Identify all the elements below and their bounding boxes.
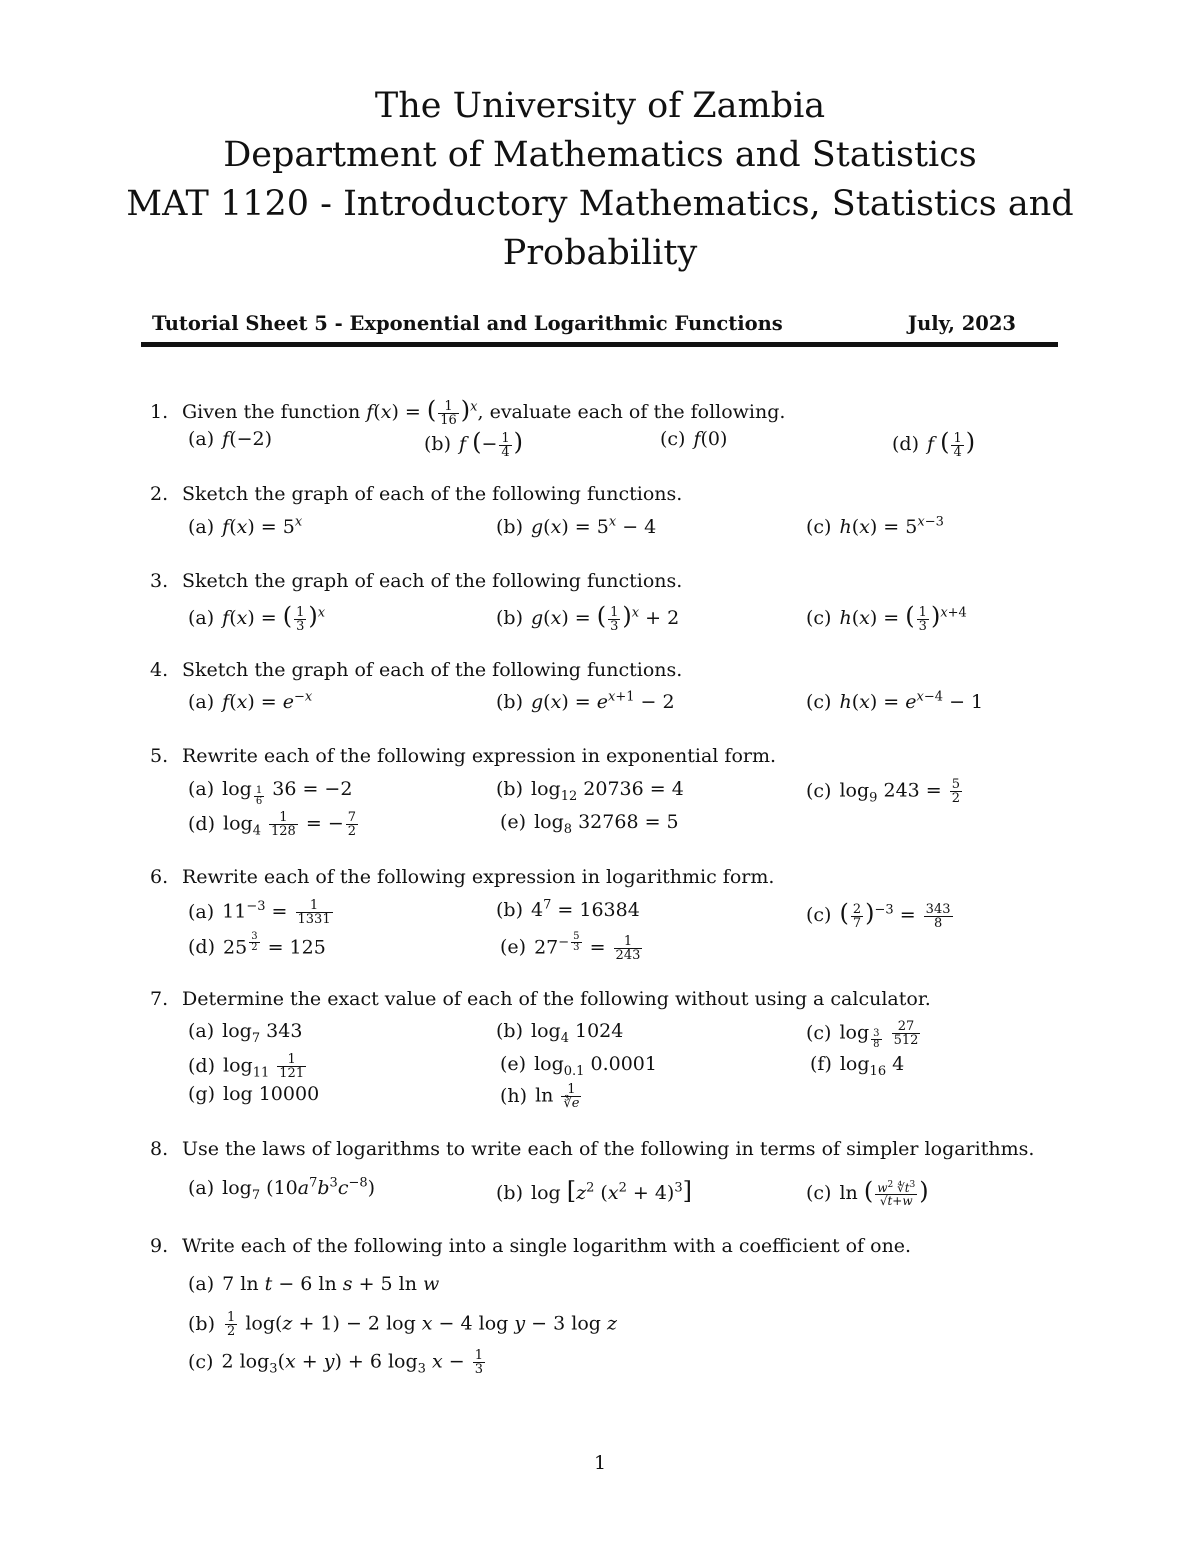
question-stem: 1. Given the function f(x) = ( $\frac{1}{16}$ )$^x$, evaluate each of the following. — [150, 396, 786, 428]
stem-text: Use the laws of logarithms to write each of the following in terms of simpler logarithms. — [182, 1138, 1035, 1160]
question-stem — [150, 1235, 911, 1257]
stem-text: Given the function — [182, 401, 361, 423]
department-name: Department of Mathematics and Statistics — [223, 135, 977, 175]
question-part-a-row — [150, 1273, 1070, 1303]
question-number: 3. — [150, 570, 169, 592]
part-b: (b) f (− $\frac{1}{4}$ ) — [424, 428, 524, 460]
stem-text: Rewrite each of the following expression in exponential form. — [182, 745, 777, 767]
part-c: (c) $\log_9 243$ = $\frac{5}{2}$ — [806, 777, 961, 806]
question-number: 6. — [150, 866, 169, 888]
part-c: (c) $h(x) = 5^{x-3}$ — [806, 514, 944, 538]
question-part-c-row — [150, 1349, 1070, 1379]
question-stem — [150, 866, 774, 888]
sheet-subheading — [152, 312, 1016, 340]
question-number: 8. — [150, 1138, 169, 1160]
part-c: (c) 2 $\log_3(x + y) + 6$ $\log_3 x$ − $\frac{1}{3}$ — [188, 1348, 483, 1377]
part-b: (b) $g(x) = e^{x+1} - 2$ — [496, 689, 675, 713]
part-c: (c) $h(x) = e^{x-4} - 1$ — [806, 689, 984, 713]
part-a: (a) f(−2) — [188, 428, 273, 450]
part-a: (a) $\log_7 343$ — [188, 1020, 303, 1046]
part-b: (b) $4^7 = 16384$ — [496, 897, 640, 921]
part-a: (a) $\log_7 (10a^7b^3c^{-8})$ — [188, 1175, 376, 1203]
part-c: (c) ln ( $\frac{w^2 ∜t^3}{√t+w}$ ) — [806, 1177, 929, 1208]
part-f: (f) $\log_{16} 4$ — [810, 1053, 905, 1079]
part-c: (c) log $_{\frac{3}{8}}$ $\frac{27}{512}$ — [806, 1019, 919, 1051]
stem-text: Determine the exact value of each of the following without using a calculator. — [182, 988, 931, 1010]
part-a: (a) 7 ln t − 6 ln s + 5 ln w — [188, 1273, 440, 1295]
question-stem — [150, 659, 682, 681]
part-b: (b) $\log_4 1024$ — [496, 1020, 624, 1046]
part-d: (d) $\log_{11}$ $\frac{1}{121}$ — [188, 1052, 305, 1081]
part-a: (a) $11^{-3}$ = $\frac{1}{1331}$ — [188, 898, 331, 927]
part-d: (d) 25 $^{\frac{3}{2}}$ = 125 — [188, 931, 326, 959]
part-b: (b) g(x) = ( $\frac{1}{3}$ )$^x$ + 2 — [496, 602, 680, 634]
page-number: 1 — [593, 1452, 607, 1474]
question-stem — [150, 988, 931, 1010]
part-a: (a) $f(x) = 5^x$ — [188, 514, 303, 538]
stem-text: Sketch the graph of each of the following functions. — [182, 483, 683, 505]
question-parts-row-3 — [150, 1083, 1070, 1113]
question-number: 5. — [150, 745, 169, 767]
part-b: (b) $\log [z^2$ $(x^2 + 4)^3$] — [496, 1177, 692, 1205]
part-a: (a) $f(x) = e^{-x}$ — [188, 689, 313, 713]
question-parts — [150, 1020, 1070, 1050]
question-parts — [150, 602, 1070, 632]
part-d: (d) $\log_4$ $\frac{1}{128}$ = − $\frac{7}{2}$ — [188, 810, 357, 839]
function-expression: f — [366, 401, 374, 423]
stem-text: Write each of the following into a single logarithm with a coefficient of one. — [182, 1235, 912, 1257]
question-number: 1. — [150, 401, 169, 423]
question-parts — [150, 516, 1070, 546]
part-a: (a) log $_{\frac{1}{6}}$ 36 = −2 — [188, 778, 353, 807]
part-e: (e) $\log_{0.1} 0.0001$ — [500, 1053, 657, 1079]
part-e: (e) $27^{- \frac{5}{3}}$ = $\frac{1}{243}$ — [500, 931, 641, 963]
question-number: 4. — [150, 659, 169, 681]
question-parts — [150, 899, 1070, 929]
header-rule — [141, 342, 1058, 347]
question-parts — [150, 778, 1070, 808]
part-c: (c) ( $\frac{2}{7}$ )$^{-3}$ = $\frac{343}{8}$ — [806, 899, 951, 931]
part-c: (c) h(x) = ( $\frac{1}{3}$ )$^{x+4}$ — [806, 602, 967, 634]
part-h: (h) ln $\frac{1}{∛e}$ — [500, 1082, 580, 1111]
part-a: (a) f(x) = ( $\frac{1}{3}$ )$^x$ — [188, 602, 326, 634]
stem-text-end: , evaluate each of the following. — [477, 401, 786, 423]
question-part-b-row — [150, 1311, 1070, 1341]
part-e: (e) $\log_8 32768 = 5$ — [500, 811, 679, 837]
question-parts-row-2 — [150, 1053, 1070, 1083]
part-d: (d) f ( $\frac{1}{4}$ ) — [892, 428, 976, 460]
part-b: (b) $\frac{1}{2}$ log(z + 1) − 2 log x − 4 log y − 3 log z — [188, 1310, 617, 1339]
question-parts — [150, 1177, 1070, 1207]
question-stem — [150, 1138, 1034, 1160]
sheet-title: Tutorial Sheet 5 - Exponential and Logarithmic Functions — [152, 312, 783, 335]
question-parts — [150, 691, 1070, 721]
question-number: 9. — [150, 1235, 169, 1257]
course-title: MAT 1120 - Introductory Mathematics, Statistics and — [126, 184, 1074, 224]
question-stem — [150, 570, 682, 592]
question-stem — [150, 483, 682, 505]
question-parts — [150, 428, 1070, 458]
question-stem — [150, 745, 776, 767]
stem-text: Rewrite each of the following expression in logarithmic form. — [182, 866, 775, 888]
question-parts-row-2 — [150, 932, 1070, 962]
question-parts-row-2 — [150, 811, 1070, 841]
document-header — [0, 82, 1200, 278]
question-number: 7. — [150, 988, 169, 1010]
question-number: 2. — [150, 483, 169, 505]
part-b: (b) $g(x) = 5^x - 4$ — [496, 514, 657, 538]
stem-text: Sketch the graph of each of the following functions. — [182, 570, 683, 592]
course-title-continued: Probability — [502, 233, 698, 273]
part-g: (g) log 10000 — [188, 1083, 320, 1105]
university-name: The University of Zambia — [374, 86, 826, 126]
part-b: (b) $\log_{12} 20736 = 4$ — [496, 778, 684, 804]
stem-text: Sketch the graph of each of the following functions. — [182, 659, 683, 681]
sheet-date: July, 2023 — [907, 312, 1016, 335]
part-c: (c) f(0) — [660, 428, 728, 450]
